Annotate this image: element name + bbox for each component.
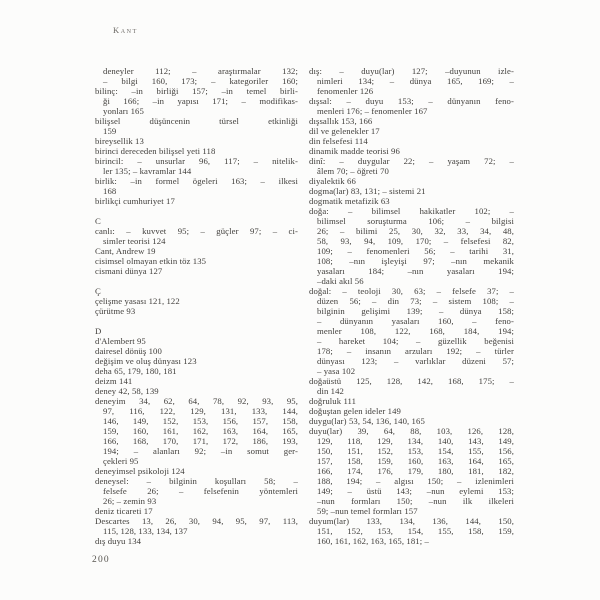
index-line: deneysel: – bilginin koşulları 58; –: [95, 476, 298, 486]
index-line: doğa: – bilimsel hakikatler 102; –: [309, 206, 514, 216]
index-line: Descartes 13, 26, 30, 94, 95, 97, 113,: [95, 516, 298, 526]
index-line: –daki akıl 56: [317, 276, 364, 286]
blank-line: [95, 276, 298, 286]
index-line: –nun formları 150; –nun ilk ilkeleri: [317, 496, 514, 506]
index-line: 108; –nın işleyişi 97; –nın mekanik: [317, 256, 514, 266]
index-line: 150, 151, 152, 153, 154, 155, 156,: [317, 446, 514, 456]
index-line: 151, 152, 153, 154, 155, 158, 159,: [317, 526, 514, 536]
index-line: birlik: –in formel ögeleri 163; – ilkesi: [95, 176, 298, 186]
index-line: 166, 174, 176, 179, 180, 181, 182,: [317, 466, 514, 476]
index-line: doğaüstü 125, 128, 142, 168, 175; –: [309, 376, 514, 386]
index-line: 115, 128, 133, 134, 137: [103, 526, 188, 536]
index-line: simler teorisi 124: [103, 236, 166, 246]
index-line: 168: [103, 186, 117, 196]
index-line: d'Alembert 95: [95, 336, 146, 346]
index-line: yasaları 184; –nın yasaları 194;: [317, 266, 514, 276]
blank-line: [95, 316, 298, 326]
index-line: 149; – üstü 143; –nun eylemi 153;: [317, 486, 514, 496]
running-header: Kant: [113, 25, 138, 35]
index-line: 159: [103, 126, 117, 136]
index-line: birincil: – unsurlar 96, 117; – nitelik-: [95, 156, 298, 166]
index-line: çelişme yasası 121, 122: [95, 296, 180, 306]
index-line: birinci dereceden bilişsel yeti 118: [95, 146, 216, 156]
index-line: 194; – alanları 92; –in somut ger-: [103, 446, 298, 456]
index-line: dış duyu 134: [95, 536, 142, 546]
index-line: deneyler 112; – araştırmalar 132;: [103, 66, 298, 76]
index-line: C: [95, 216, 101, 226]
index-line: çürütme 93: [95, 306, 136, 316]
index-line: – bilgi 160, 173; – kategoriler 160;: [103, 76, 298, 86]
index-line: 188, 194; – algısı 150; – izlenimleri: [317, 476, 514, 486]
index-line: 159, 160, 161, 162, 163, 164, 165,: [103, 426, 298, 436]
index-line: dışsallık 153, 166: [309, 116, 373, 126]
index-line: dinî: – duygular 22; – yaşam 72; –: [309, 156, 514, 166]
index-line: din felsefesi 114: [309, 136, 368, 146]
index-line: doğal: – teoloji 30, 63; – felsefe 37; –: [309, 286, 514, 296]
page-number: 200: [92, 555, 110, 565]
index-line: menler 108, 122, 168, 184, 194;: [317, 326, 514, 336]
blank-line: [95, 206, 298, 216]
index-line: deneyim 34, 62, 64, 78, 92, 93, 95,: [95, 396, 298, 406]
index-line: Cant, Andrew 19: [95, 246, 156, 256]
index-line: bilginin gelişimi 139; – dünya 158;: [317, 306, 514, 316]
index-line: dış: – duyu(lar) 127; –duyunun izle-: [309, 66, 514, 76]
index-line: bireysellik 13: [95, 136, 144, 146]
index-line: deizm 141: [95, 376, 133, 386]
index-line: diyalektik 66: [309, 176, 356, 186]
index-line: canlı: – kuvvet 95; – güçler 97; – ci-: [95, 226, 298, 236]
index-line: dairesel dönüş 100: [95, 346, 162, 356]
index-line: duyum(lar) 133, 134, 136, 144, 150,: [309, 516, 514, 526]
index-line: deneyimsel psikoloji 124: [95, 466, 185, 476]
index-line: cismani dünya 127: [95, 266, 163, 276]
index-line: 157, 158, 159, 160, 163, 164, 165,: [317, 456, 514, 466]
index-line: dogmatik metafizik 63: [309, 196, 390, 206]
index-line: dinamik madde teorisi 96: [309, 146, 400, 156]
index-line: deha 65, 179, 180, 181: [95, 366, 177, 376]
index-line: 58, 93, 94, 109, 170; – felsefesi 82,: [317, 236, 514, 246]
index-line: 109; – fenomenleri 56; – tarihi 31,: [317, 246, 514, 256]
index-line: birlikçi cumhuriyet 17: [95, 196, 175, 206]
index-line: 166, 168, 170, 171, 172, 186, 193,: [103, 436, 298, 446]
index-line: dogma(lar) 83, 131; – sistemi 21: [309, 186, 426, 196]
index-line: bilimsel soruşturma 106; – bilgisi: [317, 216, 514, 226]
index-line: – hareket 104; – güzellik beğenisi: [317, 336, 514, 346]
index-line: Ç: [95, 286, 101, 296]
index-line: nimleri 134; – dünya 165, 169; –: [317, 76, 514, 86]
index-line: felsefe 26; – felsefenin yöntemleri: [103, 486, 298, 496]
index-line: fenomenler 126: [317, 86, 374, 96]
index-line: düzen 56; – din 73; – sistem 108; –: [317, 296, 514, 306]
index-line: doğruluk 111: [309, 396, 357, 406]
index-line: yonları 165: [103, 106, 144, 116]
index-line: duygu(lar) 53, 54, 136, 140, 165: [309, 416, 425, 426]
index-column-right: [309, 66, 514, 546]
index-line: – yasa 102: [317, 366, 356, 376]
index-line: ği 166; –in yapısı 171; – modifikas-: [103, 96, 298, 106]
index-line: 178; – insanın arzuları 192; – türler: [317, 346, 514, 356]
index-line: ler 135; – kavramlar 144: [103, 166, 192, 176]
index-line: deney 42, 58, 139: [95, 386, 159, 396]
index-line: 26; – zemin 93: [103, 496, 157, 506]
index-line: 129, 118, 129, 134, 140, 143, 149,: [317, 436, 514, 446]
index-line: çekleri 95: [103, 456, 139, 466]
index-line: din 142: [317, 386, 345, 396]
index-line: 26; – bilimi 25, 30, 32, 33, 34, 48,: [317, 226, 514, 236]
index-line: bilişsel düşüncenin türsel etkinliği: [95, 116, 298, 126]
index-line: değişim ve oluş dünyası 123: [95, 356, 197, 366]
index-line: bilinç: –in birliği 157; –in temel birli-: [95, 86, 298, 96]
index-line: 146, 149, 152, 153, 156, 157, 158,: [103, 416, 298, 426]
index-line: deniz ticareti 17: [95, 506, 153, 516]
index-line: D: [95, 326, 102, 336]
index-line: cisimsel olmayan etkin töz 135: [95, 256, 207, 266]
index-line: dünyası 123; – varlıklar düzeni 57;: [317, 356, 514, 366]
index-line: dil ve gelenekler 17: [309, 126, 380, 136]
index-line: menleri 176; – fenomenler 167: [317, 106, 428, 116]
index-line: 59; –nun temel formları 157: [317, 506, 418, 516]
index-line: – dünyanın yasaları 160, – feno-: [317, 316, 514, 326]
index-line: 97, 116, 122, 129, 131, 133, 144,: [103, 406, 298, 416]
index-column-left: [95, 66, 298, 546]
index-line: âlem 70; – öğreti 70: [317, 166, 389, 176]
index-line: dışsal: – duyu 153; – dünyanın feno-: [309, 96, 514, 106]
index-line: duyu(lar) 39, 64, 88, 103, 126, 128,: [309, 426, 514, 436]
index-line: doğuştan gelen ideler 149: [309, 406, 402, 416]
index-line: 160, 161, 162, 163, 165, 181; –: [317, 536, 429, 546]
